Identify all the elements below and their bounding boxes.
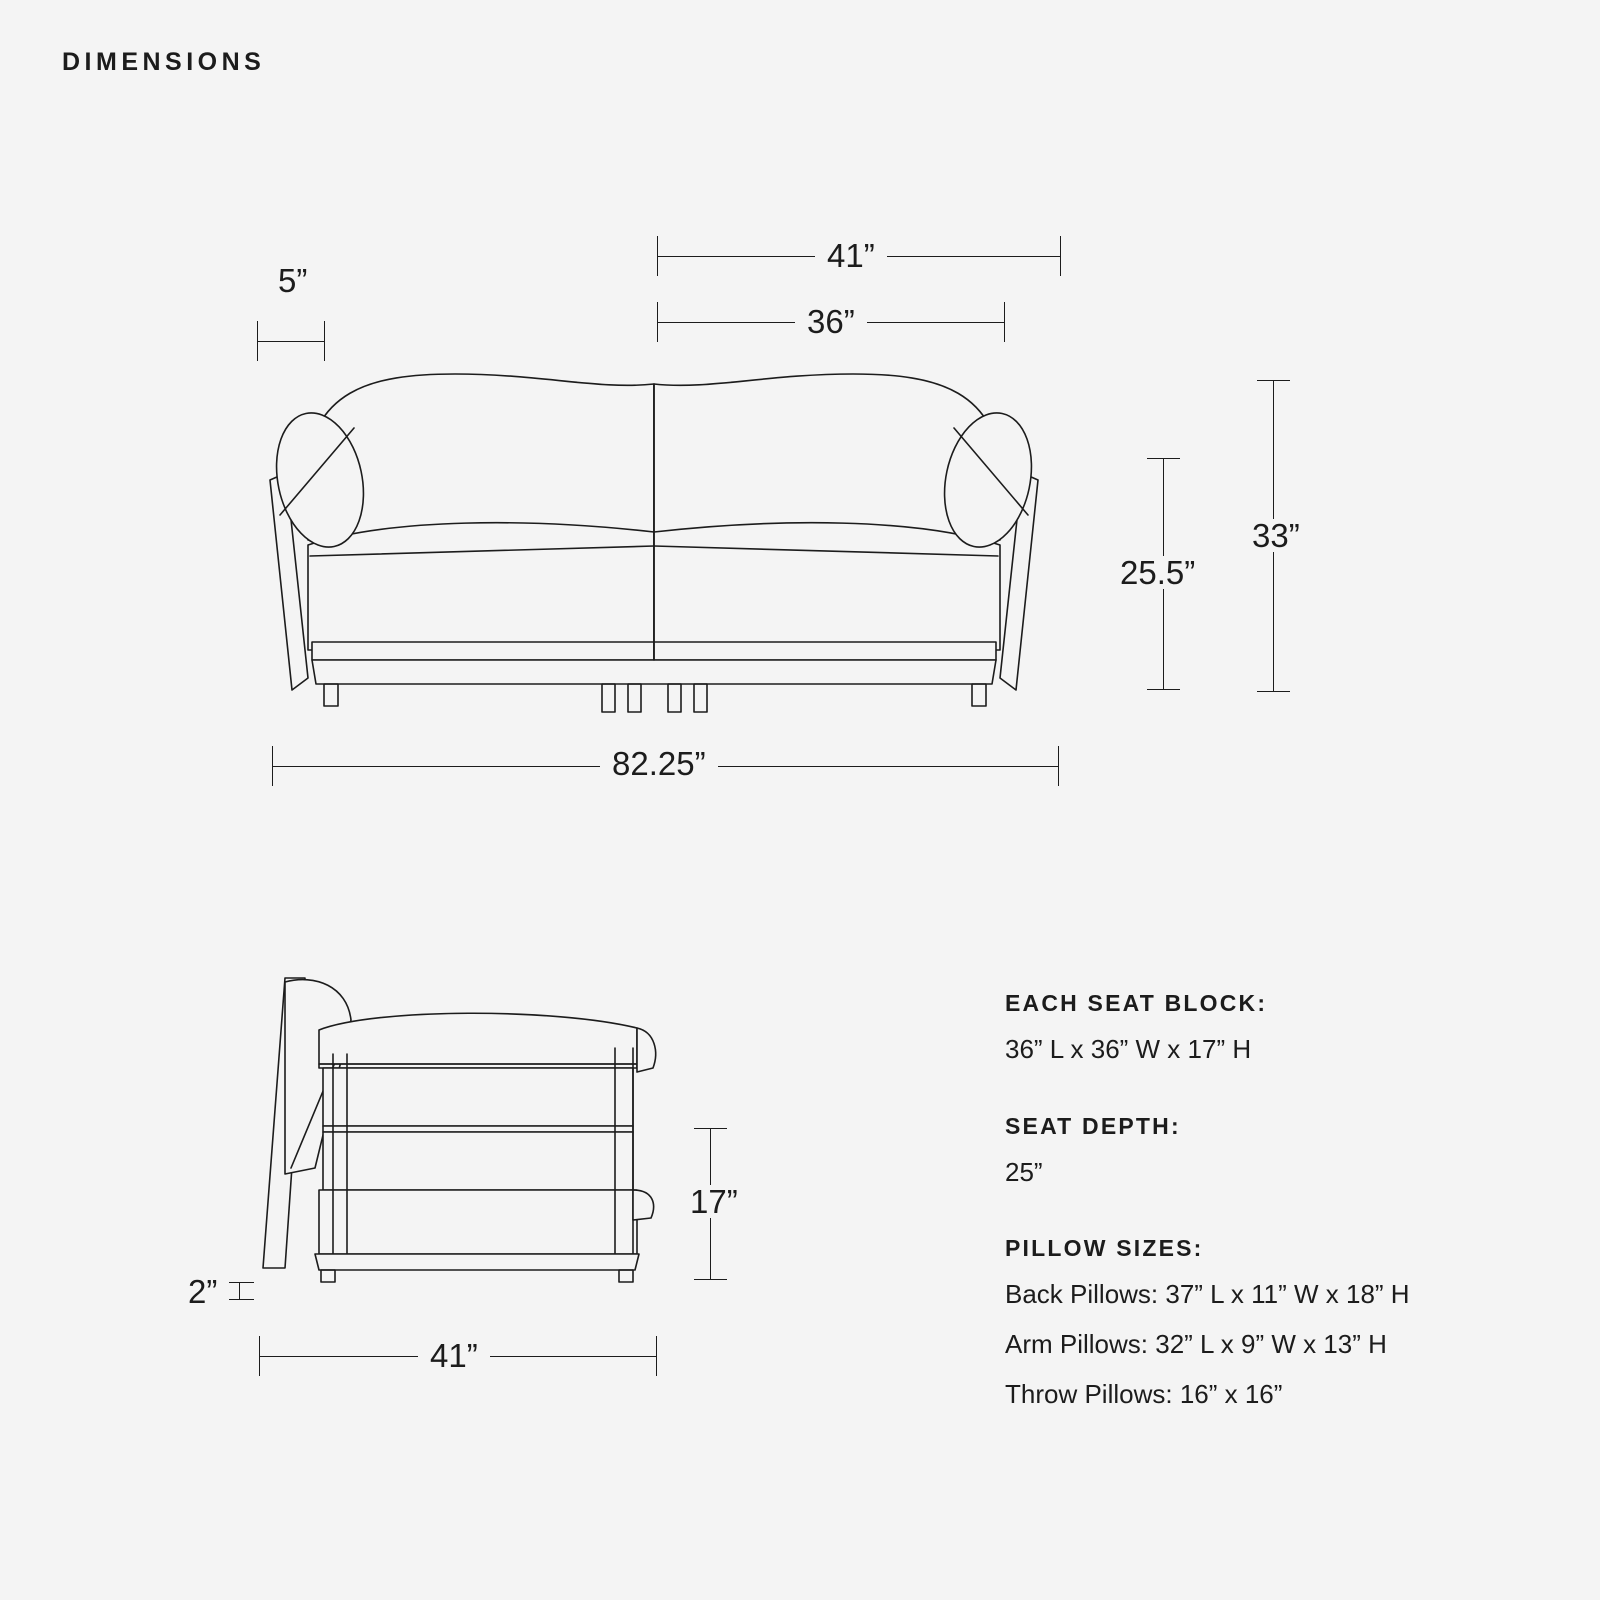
specs-panel	[1005, 990, 1545, 1425]
spec-line-seat-block-0: 36” L x 36” W x 17” H	[1005, 1034, 1252, 1064]
front-dim-41-tick-left	[657, 236, 658, 276]
front-dim-8225-tick-right	[1058, 746, 1059, 786]
front-view-drawing	[250, 360, 1060, 720]
front-dim-41-tick-right	[1060, 236, 1061, 276]
front-dim-255-tick-top	[1147, 458, 1180, 459]
front-dim-5-line	[257, 341, 325, 342]
spec-heading-seat-depth: SEAT DEPTH:	[1005, 1112, 1181, 1139]
side-dim-2-tick-top	[226, 1282, 254, 1283]
side-dim-2-tick-bottom	[226, 1299, 254, 1300]
front-dim-33-tick-top	[1257, 380, 1290, 381]
front-dim-33-tick-bottom	[1257, 691, 1290, 692]
side-dim-17-tick-bottom	[694, 1279, 727, 1280]
spec-line-pillow-back: Back Pillows: 37” L x 11” W x 18” H	[1005, 1279, 1410, 1310]
front-dim-8225-label: 82.25”	[600, 747, 718, 780]
side-dim-41-tick-right	[656, 1336, 657, 1376]
side-dim-2-label: 2”	[176, 1275, 229, 1308]
spec-line-seat-depth-0: 25”	[1005, 1156, 1043, 1187]
front-dim-33-label: 33”	[1240, 519, 1312, 552]
spec-group-seat-depth	[1005, 1113, 1545, 1192]
page-title: DIMENSIONS	[62, 48, 266, 76]
front-dim-36-label: 36”	[795, 305, 867, 338]
spec-heading-pillow-sizes: PILLOW SIZES:	[1005, 1235, 1204, 1262]
side-view-drawing	[255, 968, 675, 1298]
front-dim-5-tick-right	[324, 321, 325, 361]
front-dim-36-tick-left	[657, 302, 658, 342]
front-dim-36-tick-right	[1004, 302, 1005, 342]
side-dim-41-tick-left	[259, 1336, 260, 1376]
front-dim-8225-tick-left	[272, 746, 273, 786]
spec-heading-seat-block: EACH SEAT BLOCK:	[1005, 990, 1268, 1016]
spec-line-pillow-throw: Throw Pillows: 16” x 16”	[1005, 1378, 1283, 1409]
side-dim-41-label: 41”	[418, 1339, 490, 1372]
front-dim-255-tick-bottom	[1147, 689, 1180, 690]
spec-line-pillow-arm: Arm Pillows: 32” L x 9” W x 13” H	[1005, 1329, 1387, 1360]
spec-group-pillow-sizes	[1005, 1235, 1545, 1413]
front-dim-5-label: 5”	[266, 264, 319, 297]
side-dim-2-line	[239, 1282, 240, 1300]
side-dim-17-label: 17”	[678, 1185, 750, 1218]
front-dim-41-label: 41”	[815, 239, 887, 272]
side-dim-17-tick-top	[694, 1128, 727, 1129]
front-dim-255-label: 25.5”	[1108, 556, 1207, 589]
spec-group-seat-block	[1005, 990, 1545, 1069]
front-dim-5-tick-left	[257, 321, 258, 361]
